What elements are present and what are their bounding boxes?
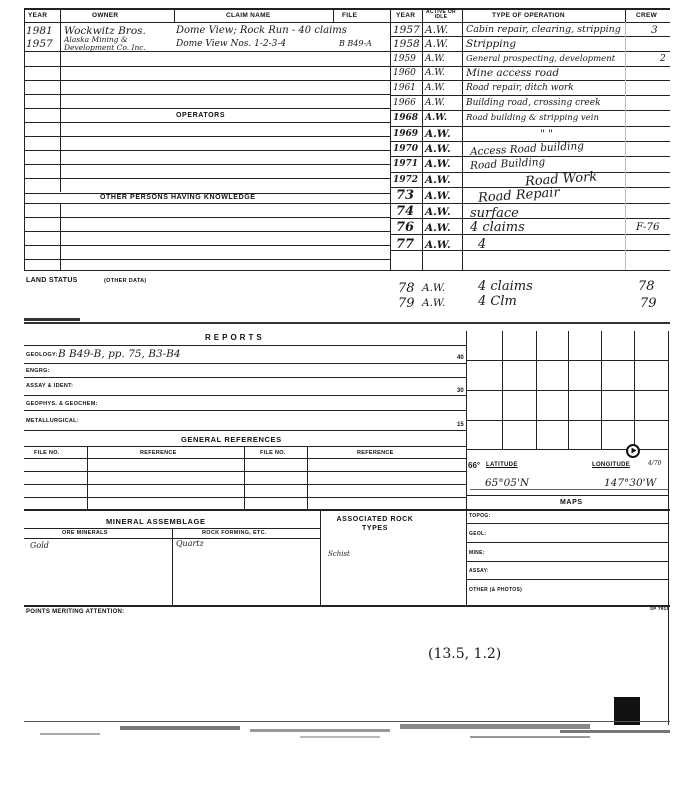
activity-year: 1969 xyxy=(393,129,419,139)
longitude-value: 147°30'W xyxy=(604,477,657,489)
general-references-heading: GENERAL REFERENCES xyxy=(181,435,282,444)
col-file-header: FILE xyxy=(342,12,358,19)
owner-name: Alaska Mining & Development Co. Inc. xyxy=(64,35,146,52)
ref-file-no-header: FILE NO. xyxy=(34,450,60,456)
activity-crew: 2 xyxy=(660,54,666,64)
maps-heading: MAPS xyxy=(560,499,583,506)
owner-name: Wockwitz Bros. xyxy=(64,25,146,37)
activity-operation: 4 xyxy=(478,237,487,252)
col-year2-header: YEAR xyxy=(396,12,416,19)
other-persons-heading: OTHER PERSONS HAVING KNOWLEDGE xyxy=(100,194,256,201)
activity-year: 1972 xyxy=(393,175,419,185)
activity-status: A.W. xyxy=(425,206,451,218)
activity-operation: General prospecting, development xyxy=(466,54,616,64)
activity-status: A.W. xyxy=(425,158,451,170)
activity-year: 1970 xyxy=(393,144,419,154)
activity-status: A.W. xyxy=(422,297,446,309)
report-mark-15: 15 xyxy=(457,422,464,428)
rock-forming-value: Quartz xyxy=(176,539,204,548)
activity-operation: Road Work xyxy=(524,169,598,190)
activity-crew: F-76 xyxy=(636,221,660,233)
activity-operation: Access Road building xyxy=(469,140,585,158)
col-year-header: YEAR xyxy=(28,12,48,19)
rock-forming-header: ROCK FORMING, ETC. xyxy=(202,530,267,536)
activity-year: 1968 xyxy=(393,113,419,123)
activity-crew: 3 xyxy=(651,24,658,36)
geophys-label: GEOPHYS. & GEOCHEM: xyxy=(26,401,98,407)
ref-reference2-header: REFERENCE xyxy=(357,450,394,456)
activity-status: A.W. xyxy=(425,190,451,202)
longitude-label: LONGITUDE xyxy=(592,462,631,468)
ref-file-no2-header: FILE NO. xyxy=(260,450,286,456)
activity-year: 1959 xyxy=(393,54,416,64)
rock-type-value: Schist xyxy=(328,550,350,558)
longitude-suffix: 4/70 xyxy=(648,460,662,467)
geology-value: B B49-B, pp. 75, B3-B4 xyxy=(58,348,181,360)
owner-year: 1957 xyxy=(26,38,53,50)
activity-status: A.W. xyxy=(425,68,445,78)
assay-label: ASSAY & IDENT: xyxy=(26,383,74,389)
claim-file: B B49-A xyxy=(339,39,372,48)
claim-name: Dome View Nos. 1-2-3-4 xyxy=(176,39,287,49)
activity-operation: surface xyxy=(470,206,519,221)
activity-crew: 79 xyxy=(640,296,657,311)
ore-mineral-value: Gold xyxy=(30,541,49,550)
engrg-label: ENGRG: xyxy=(26,368,50,374)
activity-status: A.W. xyxy=(425,54,445,64)
activity-year: 76 xyxy=(396,220,415,235)
activity-year: 1971 xyxy=(393,159,419,169)
activity-operation: Road repair, ditch work xyxy=(466,83,574,93)
col-crew-header: CREW xyxy=(636,12,658,19)
form-number: SP 7918 xyxy=(650,606,670,611)
report-mark-30: 30 xyxy=(457,388,464,394)
activity-status: A.W. xyxy=(425,83,445,93)
activity-year: 77 xyxy=(396,237,415,252)
compass-icon xyxy=(626,444,640,458)
activity-operation: " " xyxy=(540,128,553,140)
coordinates-note: (13.5, 1.2) xyxy=(428,646,502,662)
maps-assay-label: ASSAY: xyxy=(469,568,489,574)
activity-year: 1957 xyxy=(393,24,420,36)
geology-label: GEOLOGY: xyxy=(26,352,58,358)
activity-year: 1961 xyxy=(393,83,416,93)
activity-status: A.W. xyxy=(425,174,451,186)
activity-crew: 78 xyxy=(638,279,655,294)
claim-name: Dome View; Rock Run - 40 claims xyxy=(176,25,347,36)
latitude-prefix: 66° xyxy=(468,461,481,470)
activity-year: 78 xyxy=(398,281,415,296)
operators-heading: OPERATORS xyxy=(176,112,226,119)
activity-operation: Mine access road xyxy=(466,67,560,79)
activity-status: A.W. xyxy=(425,128,451,140)
activity-status: A.W. xyxy=(425,239,451,251)
associated-rock-types-heading: ASSOCIATED ROCK TYPES xyxy=(336,516,414,532)
maps-mine-label: MINE: xyxy=(469,550,485,556)
col-claim-name-header: CLAIM NAME xyxy=(226,12,271,19)
activity-status: A.W. xyxy=(425,24,449,36)
owner-year: 1981 xyxy=(26,25,53,37)
metallurgical-label: METALLURGICAL: xyxy=(26,418,79,424)
latitude-label: LATITUDE xyxy=(486,462,518,468)
activity-status: A.W. xyxy=(425,98,445,108)
activity-year: 1966 xyxy=(393,98,416,108)
activity-operation: 4 claims xyxy=(478,279,533,294)
activity-status: A.W. xyxy=(425,38,449,50)
activity-operation: Road Building xyxy=(469,156,546,172)
activity-operation: Cabin repair, clearing, stripping xyxy=(466,24,621,35)
activity-year: 73 xyxy=(396,188,415,203)
latitude-value: 65°05'N xyxy=(485,477,530,489)
land-status-heading: LAND STATUS xyxy=(26,277,78,284)
activity-status: A.W. xyxy=(425,113,447,123)
points-heading: POINTS MERITING ATTENTION: xyxy=(26,609,125,615)
activity-operation: Stripping xyxy=(466,38,517,50)
activity-operation: 4 claims xyxy=(470,220,525,235)
report-mark-40: 40 xyxy=(457,355,464,361)
activity-operation: Road building & stripping vein xyxy=(466,113,599,123)
col-active-header: ACTIVE OR IDLE xyxy=(426,9,456,20)
maps-other-label: OTHER (& PHOTOS) xyxy=(469,587,523,593)
activity-operation: 4 Clm xyxy=(478,294,517,309)
maps-topog-label: TOPOG: xyxy=(469,513,491,519)
maps-geol-label: GEOL: xyxy=(469,531,487,537)
activity-status: A.W. xyxy=(425,222,451,234)
ore-minerals-header: ORE MINERALS xyxy=(62,530,108,536)
activity-year: 79 xyxy=(398,296,415,311)
activity-year: 1958 xyxy=(393,38,420,50)
col-type-header: TYPE OF OPERATION xyxy=(492,12,565,19)
activity-year: 1960 xyxy=(393,68,416,78)
col-owner-header: OWNER xyxy=(92,12,119,19)
reports-heading: REPORTS xyxy=(205,333,265,342)
activity-year: 74 xyxy=(396,204,415,219)
mineral-assemblage-heading: MINERAL ASSEMBLAGE xyxy=(106,517,206,526)
ref-reference-header: REFERENCE xyxy=(140,450,177,456)
land-status-subheading: (OTHER DATA) xyxy=(104,278,147,284)
activity-status: A.W. xyxy=(425,143,451,155)
activity-operation: Road Repair xyxy=(477,185,561,206)
activity-operation: Building road, crossing creek xyxy=(466,98,601,108)
activity-status: A.W. xyxy=(422,282,446,294)
